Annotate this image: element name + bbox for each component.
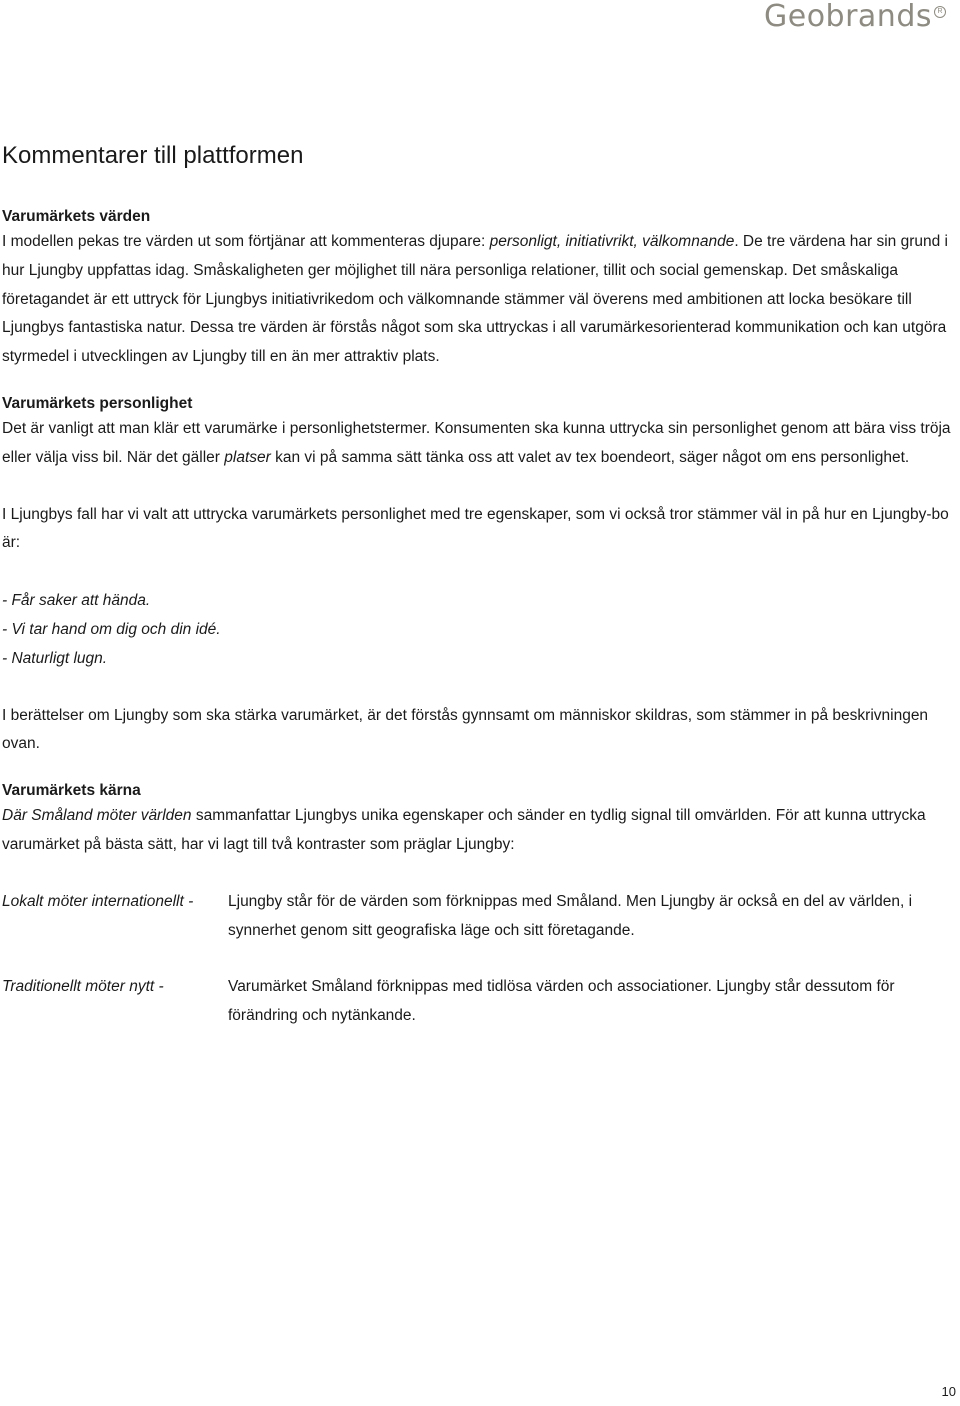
page-title: Kommentarer till plattformen: [2, 142, 304, 169]
section-values: [2, 206, 954, 372]
emphasis: platser: [224, 448, 271, 466]
text-run: . De tre värdena har sin grund i hur Ljungby uppfattas idag. Småskaligheten ger möjlighet till nära personliga relationer, tillit och social gemenskap. Det småskaliga företagandet är ett uttryck för Ljungbys initiativrikedom och välkomnande stämmer väl överens med ambitionen att locka besökare till Ljungbys fantastiska natur. Dessa tre värden är förstås något som ska uttryckas i all varumärkesorienterad kommunikation och kan utgöra styrmedel i utvecklingen av Ljungby till en än mer attraktiv plats.: [2, 233, 948, 366]
contrast-term: Traditionellt möter nytt -: [2, 978, 164, 996]
contrast-list: [2, 888, 954, 1031]
emphasis: Där Småland möter världen: [2, 807, 192, 825]
document-body: [2, 140, 954, 1052]
registered-mark-icon: R: [934, 6, 946, 18]
trait-list: [2, 587, 954, 673]
section-heading: Varumärkets kärna: [2, 782, 141, 800]
contrast-description: Ljungby står för de värden som förknippas med Småland. Men Ljungby är också en del av världen, i synnerhet genom sitt geografiska läge och sitt företagande.: [228, 892, 913, 939]
emphasis: personligt, initiativrikt, välkomnande: [489, 233, 735, 250]
page-number: 10: [941, 1384, 956, 1399]
text-run: kan vi på samma sätt tänka oss att valet av tex boendeort, säger något om ens personlighet.: [270, 448, 910, 466]
paragraph: [2, 415, 954, 473]
list-item: - Får saker att hända.: [2, 592, 151, 610]
contrast-description: Varumärket Småland förknippas med tidlösa värden och associationer. Ljungby står dessutom för förändring och nytänkande.: [228, 978, 895, 1025]
contrast-row: [2, 888, 954, 946]
section-heading: Varumärkets värden: [2, 208, 151, 225]
contrast-term: Lokalt möter internationellt -: [2, 892, 194, 910]
text-run: sammanfattar Ljungbys unika egenskaper och sänder en tydlig signal till omvärlden. För att kunna uttrycka varumärket på bästa sätt, har vi lagt till två kontraster som präglar Ljungby:: [2, 807, 926, 853]
paragraph: [2, 228, 954, 372]
section-core: [2, 780, 954, 1031]
logo-text: Geobrands: [763, 0, 932, 34]
paragraph: I berättelser om Ljungby som ska stärka varumärket, är det förstås gynnsamt om människor skildras, som stämmer in på beskrivningen ovan.: [2, 706, 929, 753]
list-item: - Vi tar hand om dig och din idé.: [2, 620, 221, 638]
section-personality: [2, 393, 954, 759]
section-heading: Varumärkets personlighet: [2, 394, 193, 412]
contrast-row: [2, 973, 954, 1031]
paragraph: I Ljungbys fall har vi valt att uttrycka varumärkets personlighet med tre egenskaper, som vi också tror stämmer väl in på hur en Ljungby-bo är:: [2, 505, 949, 552]
text-run: I modellen pekas tre värden ut som förtjänar att kommenteras djupare:: [2, 233, 490, 250]
list-item: - Naturligt lugn.: [2, 649, 108, 667]
paragraph: [2, 802, 954, 860]
geobrands-logo: [764, 0, 946, 34]
text-run: Det är vanligt att man klär ett varumärke i personlighetstermer. Konsumenten ska kunna uttrycka sin personlighet genom att bära viss tröja eller välja viss bil. När det gäller: [2, 419, 951, 466]
